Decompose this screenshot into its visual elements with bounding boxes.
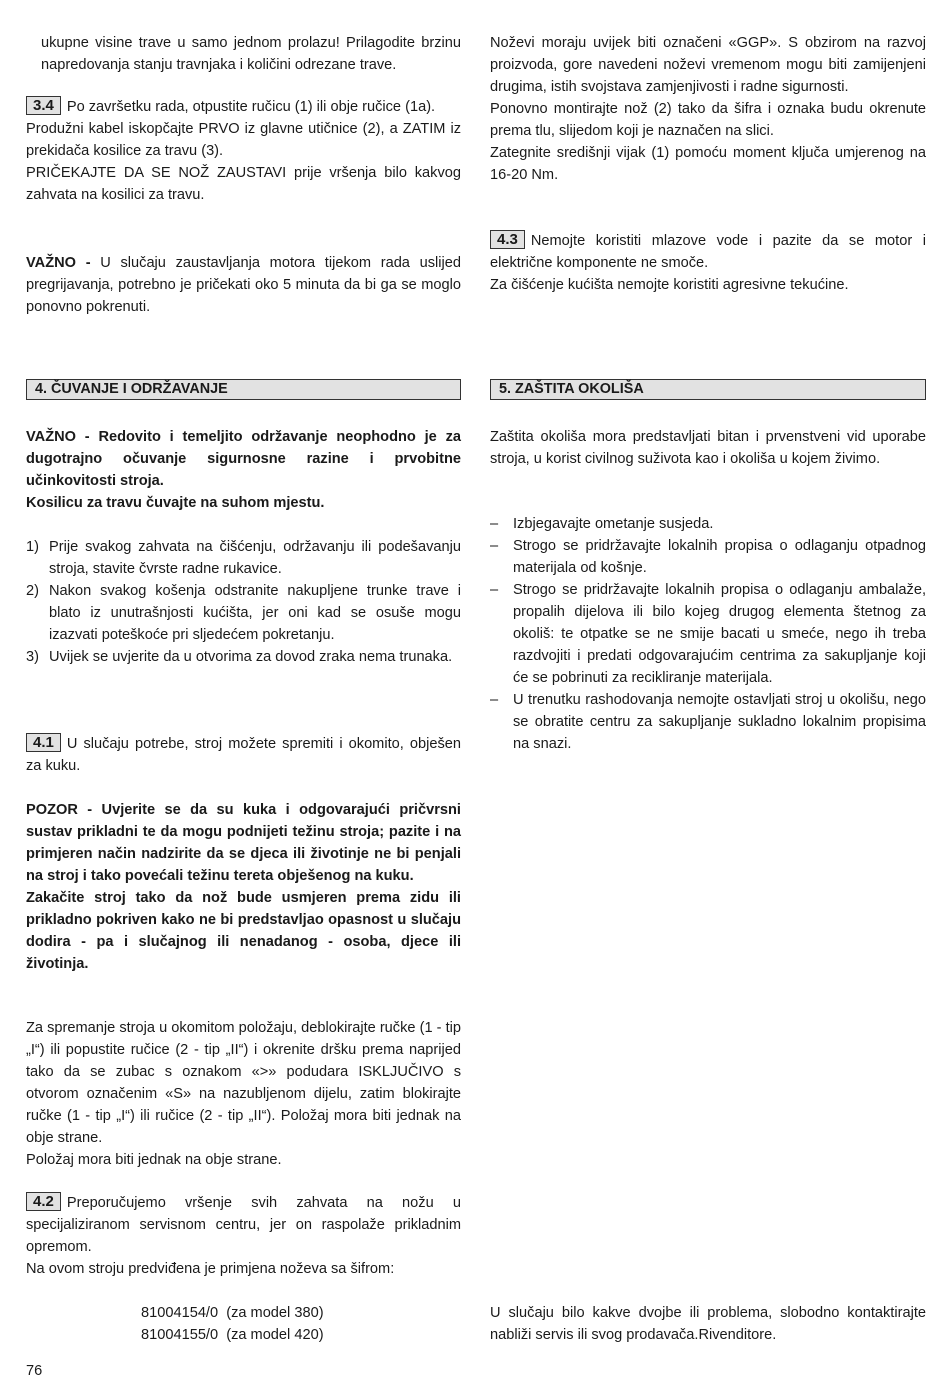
section-3-4: 3.4 Po završetku rada, otpustite ručicu (1) ili obje ručice (1a). Produžni kabel iskopčajte PRVO iz glavne utičnice (2), a ZATIM iz prekidača kosilice za travu (3). PRIČEKAJTE DA SE NOŽ ZAUSTAVI prije vršenja bilo kakvog zahvata na kosilici za travu.	[26, 97, 461, 203]
section-4-heading: 4. ČUVANJE I ODRŽAVANJE	[26, 379, 461, 400]
list-item: 2) Nakon svakog košenja odstranite nakupljene trunke trave i blato iz unutrašnjosti kućišta, jer oni kad se osuše mogu izazvati poteškoće pri sljedećem pokretanju.	[26, 583, 461, 643]
closing-paragraph: U slučaju bilo kakve dvojbe ili problema, slobodno kontaktirajte nabliži servis ili svog prodavača.Rivenditore.	[490, 1305, 926, 1343]
list-item: – U trenutku rashodovanja nemojte ostavljati stroj u okolišu, nego se obratite centru za sakupljanje sukladno lokalnim propisima na snazi.	[490, 692, 926, 752]
page-number: 76	[26, 1363, 43, 1379]
pozor-warning: POZOR - Uvjerite se da su kuka i odgovarajući pričvrsni sustav prikladni te da mogu podnijeti težinu stroja; pazite i na primjeren način nadzirite da se djeca ili životinje ne bi penjali na stroj i tako povećali težinu tereta obješenog na kuku. Zakačite stroj tako da nož bude usmjeren prema zidu ili prikladno pokriven kako ne bi predstavljao opasnost u slučaju dodira - pa i slučajnog ili nenadanog - osoba, djece ili životinja.	[26, 802, 461, 972]
list-item: – Strogo se pridržavajte lokalnih propisa o odlaganju otpadnog materijala od košnje.	[490, 538, 926, 576]
knife-paragraphs: Noževi moraju uvijek biti označeni «GGP». S obzirom na razvoj proizvoda, gore navedeni noževi vremenom mogu biti zamijenjeni drugima, istih svojstava zamjenjivosti i radne sigurnosti. Ponovno montirajte nož (2) tako da šifra i oznaka budu okrenute prema tlu, slijedom koji je naznačen na slici. Zategnite središnji vijak (1) pomoću moment ključa umjerenog na 16-20 Nm.	[490, 35, 926, 183]
section-4-3: 4.3 Nemojte koristiti mlazove vode i pazite da se motor i električne komponente ne smoče. Za čišćenje kućišta nemojte koristiti agresivne tekućine.	[490, 231, 926, 293]
label-4-2: 4.2	[26, 1192, 61, 1211]
label-4-1: 4.1	[26, 733, 61, 752]
section-4-important: VAŽNO - Redovito i temeljito održavanje neophodno je za dugotrajno očuvanje sigurnosne razine i prvobitne učinkovitosti stroja. Kosilicu za travu čuvajte na suhom mjestu.	[26, 429, 461, 511]
environment-intro: Zaštita okoliša mora predstavljati bitan i prvenstveni vid uporabe stroja, u korist civilnog suživota kao i okoliša u kojem živimo.	[490, 429, 926, 467]
list-item: 3) Uvijek se uvjerite da u otvorima za dovod zraka nema trunaka.	[26, 649, 453, 665]
label-3-4: 3.4	[26, 96, 61, 115]
section-5-heading: 5. ZAŠTITA OKOLIŠA	[490, 379, 926, 400]
label-4-3: 4.3	[490, 230, 525, 249]
environment-list	[490, 513, 926, 755]
vazno-note: VAŽNO - U slučaju zaustavljanja motora tijekom rada uslijed pregrijavanja, potrebno je pričekati oko 5 minuta da bi ga se moglo ponovno pokrenuti.	[26, 255, 461, 315]
section-4-1: 4.1 U slučaju potrebe, stroj možete spremiti i okomito, obješen za kuku.	[26, 734, 461, 774]
vertical-storage-paragraph: Za spremanje stroja u okomitom položaju, deblokirajte ručke (1 - tip „I“) ili popustite ručice (2 - tip „II“) i okrenite dršku prema naprijed tako da se zubac s oznakom «>» podudara ISKLJUČIVO s otvorom označenim «S» na nazubljenom dijelu, zatim blokirajte ručke (1 - tip „I“) ili ručice (2 - tip „II“). Položaj mora biti jednak na obje strane. Položaj mora biti jednak na obje strane.	[26, 1020, 461, 1168]
list-item: – Strogo se pridržavajte lokalnih propisa o odlaganju ambalaže, propalih dijelova ili bilo kojeg drugog elementa štetnog za okoliš: te otpatke se ne smije bacati u smeće, nego ih treba razdvojiti i predati odgovarajućim centrima za sakupljanje koji će se pobrinuti za recikliranje materijala.	[490, 582, 926, 686]
maintenance-list	[26, 536, 461, 668]
knife-codes: 81004154/0 (za model 380) 81004155/0 (za model 420)	[141, 1305, 324, 1343]
list-item: 1) Prije svakog zahvata na čišćenju, održavanju ili podešavanju stroja, stavite čvrste radne rukavice.	[26, 539, 461, 577]
list-item: – Izbjegavajte ometanje susjeda.	[490, 516, 714, 532]
intro-paragraph: ukupne visine trave u samo jednom prolazu! Prilagodite brzinu napredovanja stanju travnjaka i količini odrezane trave.	[41, 35, 461, 73]
section-4-2: 4.2 Preporučujemo vršenje svih zahvata na nožu u specijaliziranom servisnom centru, jer on raspolaže prikladnim opremom. Na ovom stroju predviđena je primjena noževa sa šifrom:	[26, 1193, 461, 1277]
